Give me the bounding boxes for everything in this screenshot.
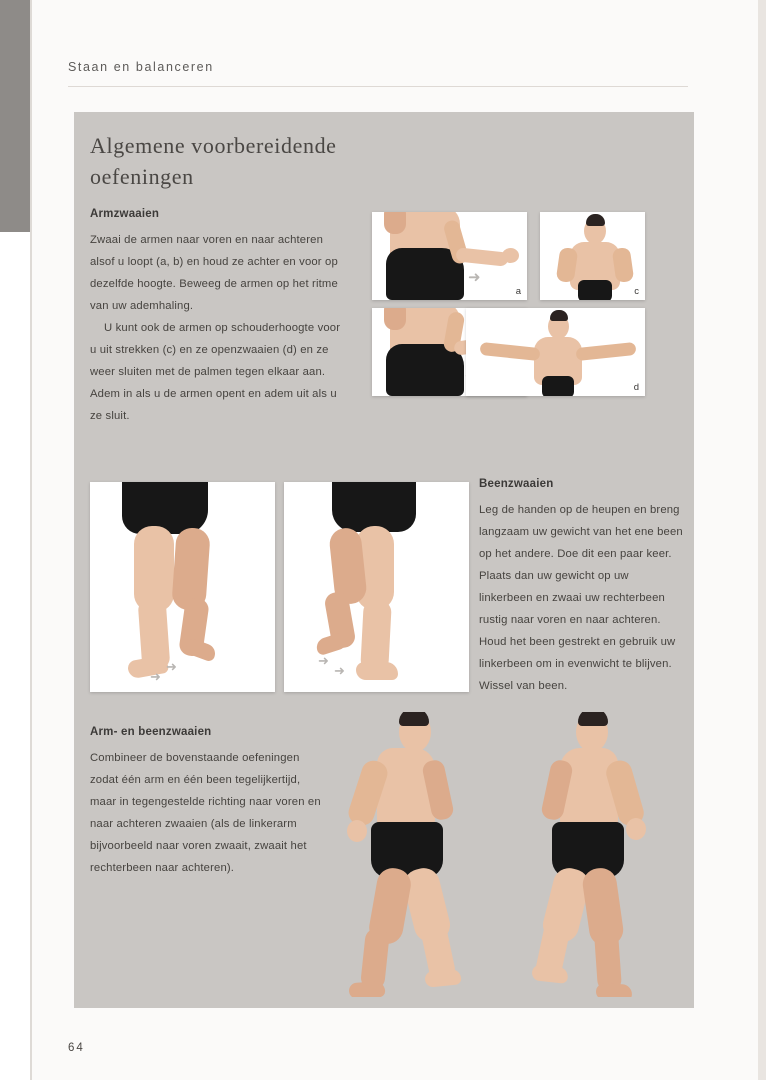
figure-a-hand	[502, 248, 519, 263]
page-title-line2: oefeningen	[90, 164, 194, 189]
figure-d-shorts	[542, 376, 574, 396]
figure-h-back-foot	[596, 983, 633, 997]
section-arm-en-beenzwaaien	[90, 726, 325, 879]
binding-strip	[0, 0, 30, 232]
section-armzwaaien	[90, 208, 348, 427]
figure-d	[466, 308, 645, 396]
figure-d-left-arm	[479, 342, 540, 361]
running-head: Staan en balanceren	[68, 60, 214, 74]
figure-g-hand-front	[347, 820, 367, 842]
figure-h-hand-back	[626, 818, 646, 840]
figure-group-full-body	[329, 712, 684, 997]
section-paragraph-armzwaaien-1: Zwaai de armen naar voren en naar achteren alsof u loopt (a, b) en houd ze achter en voor op dezelfde hoogte. Beweeg de armen op het ritme van uw ademhaling.	[90, 234, 338, 312]
figure-c-shorts	[578, 280, 612, 300]
section-paragraph-arm-en-beenzwaaien: Combineer de bovenstaande oefeningen zodat één arm en één been tegelijkertijd, maar in tegengestelde richting naar voren en naar achteren zwaaien (als de linkerarm bijvoorbeeld naar voren zwaait, zwaait het rechterbeen naar achteren).	[90, 752, 321, 874]
figure-g-back-foot	[348, 981, 385, 997]
right-page-edge	[758, 0, 766, 1080]
figure-f-shorts	[332, 482, 416, 532]
figure-a-forearm	[455, 247, 508, 266]
content-panel	[74, 112, 694, 1008]
figure-e-shorts	[122, 482, 208, 534]
section-beenzwaaien	[479, 478, 684, 697]
figure-e-motion-arrow-2: ➜	[166, 659, 177, 674]
figure-d-right-arm	[575, 342, 636, 361]
figure-a-shoulder	[384, 212, 406, 234]
page-title-line1: Algemene voorbereidende	[90, 133, 337, 158]
section-paragraph-beenzwaaien: Leg de handen op de heupen en breng langzaam uw gewicht van het ene been op het andere. Doe dit een paar keer. Plaats dan uw gewicht op uw linkerbeen en zwaai uw rechterbeen rustig naar voren en naar achteren. Houd het been gestrekt en gebruik uw linkerbeen om in evenwicht te blijven. Wissel van been.	[479, 504, 683, 692]
section-heading-armzwaaien: Armzwaaien	[90, 208, 160, 220]
figure-e-front-foot	[127, 655, 170, 680]
figure-c-hair	[586, 214, 605, 226]
figure-g-front-foot	[424, 968, 461, 988]
section-heading-beenzwaaien: Beenzwaaien	[479, 478, 554, 490]
figure-e-back-foot	[184, 637, 218, 662]
figure-g-hair	[399, 712, 429, 726]
figure-e	[90, 482, 275, 692]
figure-b-shoulder	[384, 308, 406, 330]
figure-e-motion-arrow-1: ➜	[150, 669, 161, 684]
figure-h-hair	[578, 712, 608, 726]
figure-f-motion-arrow-1: ➜	[318, 653, 329, 668]
figure-a	[372, 212, 527, 300]
figure-c-label: c	[634, 286, 639, 297]
page-number: 64	[68, 1042, 85, 1054]
figure-c	[540, 212, 645, 300]
page-title	[90, 130, 550, 192]
figure-h-torso	[560, 748, 618, 830]
figure-d-label: d	[633, 382, 639, 393]
section-heading-arm-en-beenzwaaien: Arm- en beenzwaaien	[90, 726, 212, 738]
figure-f-standing-foot	[356, 662, 398, 680]
binding-strip-lower	[0, 232, 30, 1080]
figure-a-label: a	[515, 286, 521, 297]
figure-d-hair	[550, 310, 568, 321]
header-rule	[68, 86, 688, 87]
section-paragraph-armzwaaien-2: U kunt ook de armen op schouderhoogte voor u uit strekken (c) en ze openzwaaien (d) en ze weer sluiten met de palmen tegen elkaar aan. Adem in als u de armen opent en adem uit als u ze sluit.	[90, 322, 341, 422]
figure-a-motion-arrow: ➜	[468, 269, 481, 286]
figure-c-right-arm	[612, 247, 635, 283]
figure-f	[284, 482, 469, 692]
figure-h-front-foot	[531, 964, 568, 984]
figure-f-motion-arrow-2: ➜	[334, 663, 345, 678]
